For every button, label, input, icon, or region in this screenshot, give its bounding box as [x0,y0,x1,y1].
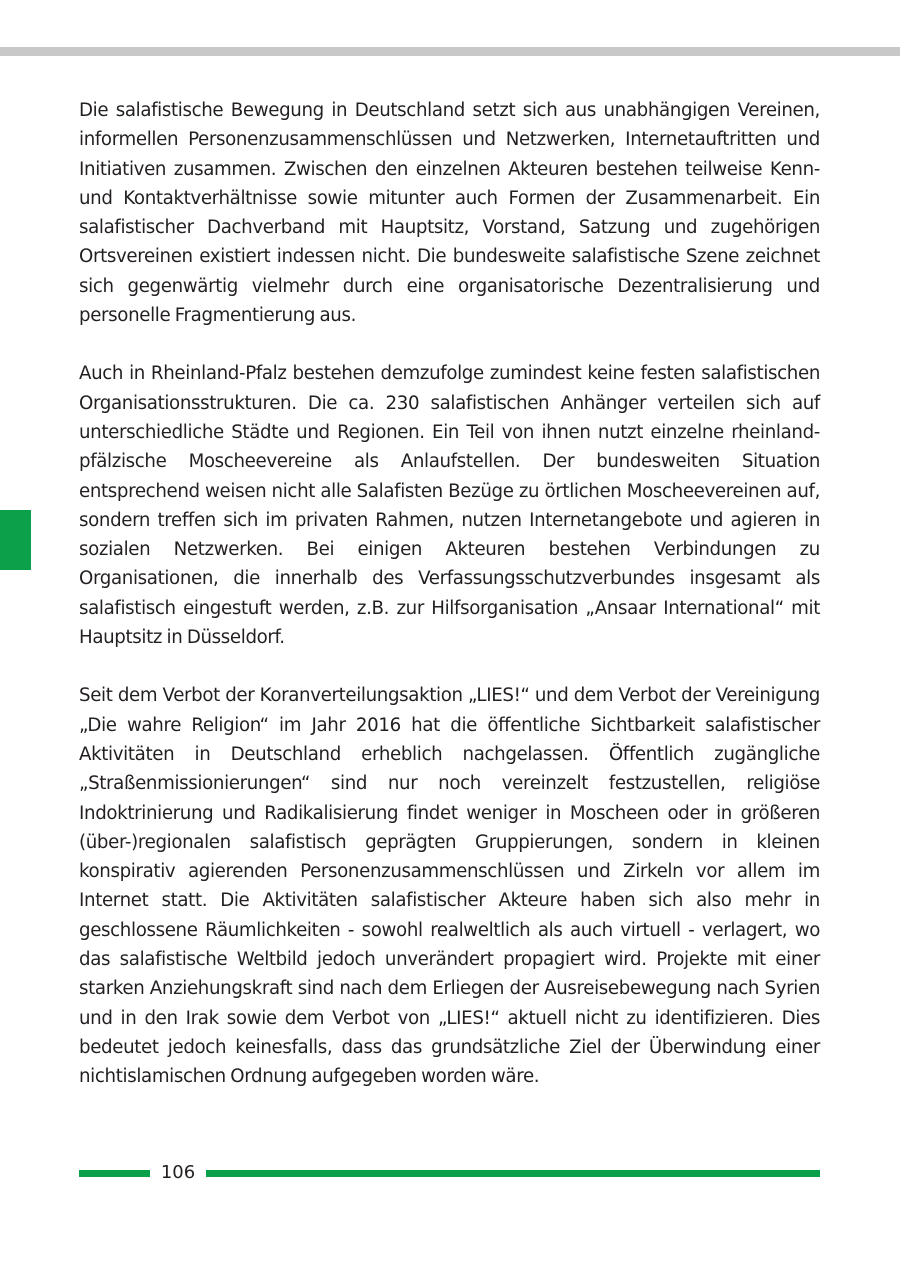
page-number: 106 [160,1162,196,1183]
paragraph-lies-ban: Seit dem Verbot der Koranverteilungsaktion „LIES!“ und dem Verbot der Vereinigung „Die wahre Religion“ im Jahr 2016 hat die öffentliche Sichtbarkeit salafistischer Aktivitäten in Deutschland erheblich nachgelassen. Öffentlich zugängliche „Straßenmissionierungen“ sind nur noch vereinzelt festzustellen, religiöse Indoktrinierung und Radikalisierung findet weniger in Moscheen oder in größeren (über-)regionalen salafistisch geprägten Gruppierungen, sondern in kleinen konspirativ agierenden Personenzusammenschlüssen und Zirkeln vor allem im Internet statt. Die Aktivitäten salafistischer Akteure haben sich also mehr in geschlossene Räumlichkeiten - sowohl realweltlich als auch virtuell - verlagert, wo das salafistische Weltbild jedoch unverändert propagiert wird. Projekte mit einer starken Anziehungskraft sind nach dem Erliegen der Ausreisebewegung nach Syrien und in den Irak sowie dem Verbot von „LIES!“ aktuell nicht zu identifizieren. Dies bedeutet jedoch keinesfalls, dass das grundsätzliche Ziel der Überwindung einer nichtislamischen Ordnung aufgegeben worden wäre. [79,685,820,1088]
page-body [79,96,820,1092]
chapter-tab-marker [0,510,31,570]
page-footer [79,1158,820,1188]
footer-bar-right [206,1170,820,1177]
paragraph-salafist-movement: Die salafistische Bewegung in Deutschland setzt sich aus unabhängigen Vereinen, informellen Personenzusammenschlüssen und Netzwerken, Internetauftritten und Initiativen zusammen. Zwischen den einzelnen Akteuren bestehen teilweise Kenn- und Kontaktverhältnisse sowie mitunter auch Formen der Zusammenarbeit. Ein salafistischer Dachverband mit Hauptsitz, Vorstand, Satzung und zugehörigen Ortsvereinen existiert indessen nicht. Die bundesweite salafistische Szene zeichnet sich gegenwärtig vielmehr durch eine organisatorische Dezentralisierung und personelle Fragmentierung aus. [79,100,820,327]
paragraph-rhineland-palatinate: Auch in Rheinland-Pfalz bestehen demzufolge zumindest keine festen salafistischen Organisationsstrukturen. Die ca. 230 salafistischen Anhänger verteilen sich auf unterschiedliche Städte und Regionen. Ein Teil von ihnen nutzt einzelne rheinland-pfälzische Moscheevereine als Anlaufstellen. Der bundesweiten Situation entsprechend weisen nicht alle Salafisten Bezüge zu örtlichen Moscheevereinen auf, sondern treffen sich im privaten Rahmen, nutzen Internetangebote und agieren in sozialen Netzwerken. Bei einigen Akteuren bestehen Verbindungen zu Organisationen, die innerhalb des Verfassungsschutzverbundes insgesamt als salafistisch eingestuft werden, z.B. zur Hilfsorganisation „Ansaar International“ mit Hauptsitz in Düsseldorf. [79,363,820,649]
header-rule [0,47,900,56]
footer-bar-left [79,1170,150,1177]
